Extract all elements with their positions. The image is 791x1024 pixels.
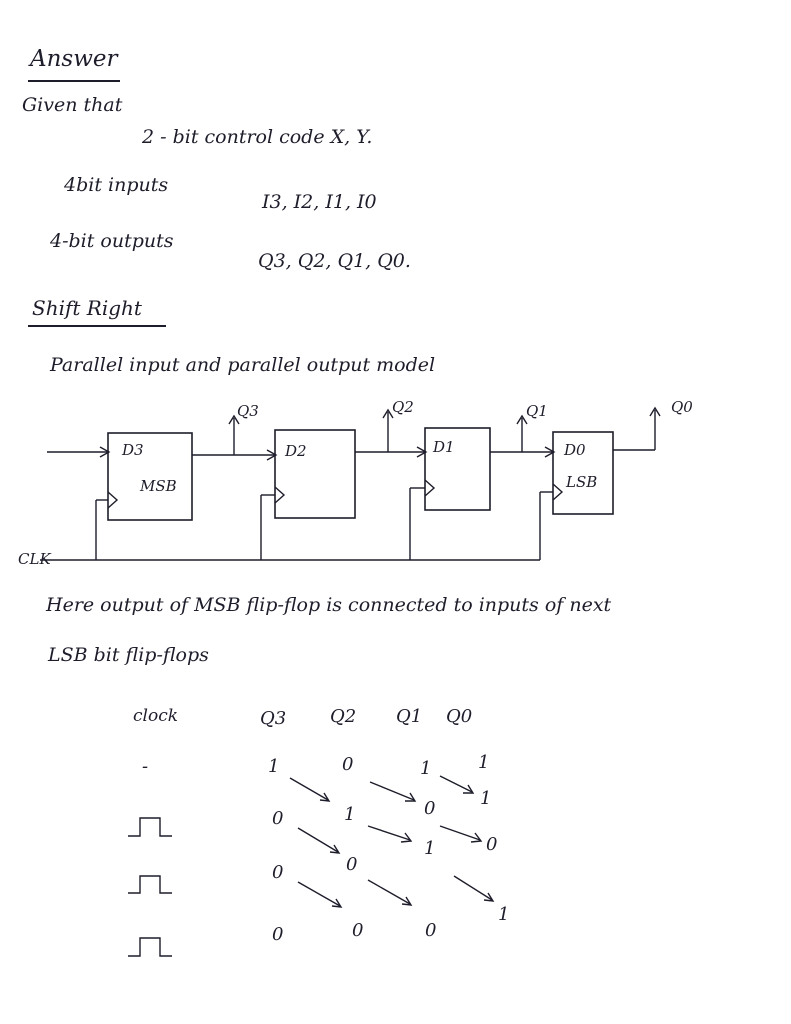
label-q3: Q3: [237, 402, 259, 420]
section-title: Shift Right: [32, 296, 142, 320]
label-q0: Q0: [671, 398, 693, 416]
row2-q2: 0: [346, 854, 358, 875]
label-d1: D1: [433, 438, 455, 456]
table-header-clock: clock: [133, 706, 179, 726]
row2-q1: 1: [424, 838, 436, 859]
table-header-q3: Q3: [260, 708, 287, 729]
shift-arrows: [290, 776, 493, 907]
row3-q2: 0: [352, 920, 364, 941]
label-msb: MSB: [140, 477, 177, 495]
row2-q0: 0: [486, 834, 498, 855]
label-d0: D0: [564, 441, 586, 459]
row0-q0: 1: [478, 752, 490, 773]
row3-q1: 0: [425, 920, 437, 941]
row1-q2: 1: [344, 804, 356, 825]
given-label: Given that: [22, 94, 123, 116]
table-header-q2: Q2: [330, 706, 357, 727]
table-header-q1: Q1: [396, 706, 423, 727]
label-clk: CLK: [18, 550, 51, 568]
outputs-label: 4-bit outputs: [50, 230, 174, 252]
control-code-line: 2 - bit control code X, Y.: [142, 126, 373, 148]
row0-q1: 1: [420, 758, 432, 779]
note-line-2: LSB bit flip-flops: [48, 644, 209, 666]
page-heading: Answer: [30, 46, 118, 72]
inputs-value: I3, I2, I1, I0: [262, 191, 377, 213]
row1-q1: 0: [424, 798, 436, 819]
row3-q0: 1: [498, 904, 510, 925]
label-d2: D2: [285, 442, 307, 460]
row3-q3: 0: [272, 924, 284, 945]
model-description: Parallel input and parallel output model: [50, 354, 436, 376]
inputs-label: 4bit inputs: [64, 174, 169, 196]
row0-clock: -: [142, 756, 149, 777]
row0-q3: 1: [268, 756, 280, 777]
note-line-1: Here output of MSB flip-flop is connected to inputs of next: [46, 594, 612, 616]
label-q1: Q1: [526, 402, 548, 420]
label-lsb: LSB: [566, 473, 598, 491]
row1-q0: 1: [480, 788, 492, 809]
row1-q3: 0: [272, 808, 284, 829]
outputs-value: Q3, Q2, Q1, Q0.: [258, 250, 411, 272]
label-d3: D3: [122, 441, 144, 459]
row2-q3: 0: [272, 862, 284, 883]
row0-q2: 0: [342, 754, 354, 775]
label-q2: Q2: [392, 398, 414, 416]
table-header-q0: Q0: [446, 706, 473, 727]
clock-pulses: [128, 818, 172, 956]
